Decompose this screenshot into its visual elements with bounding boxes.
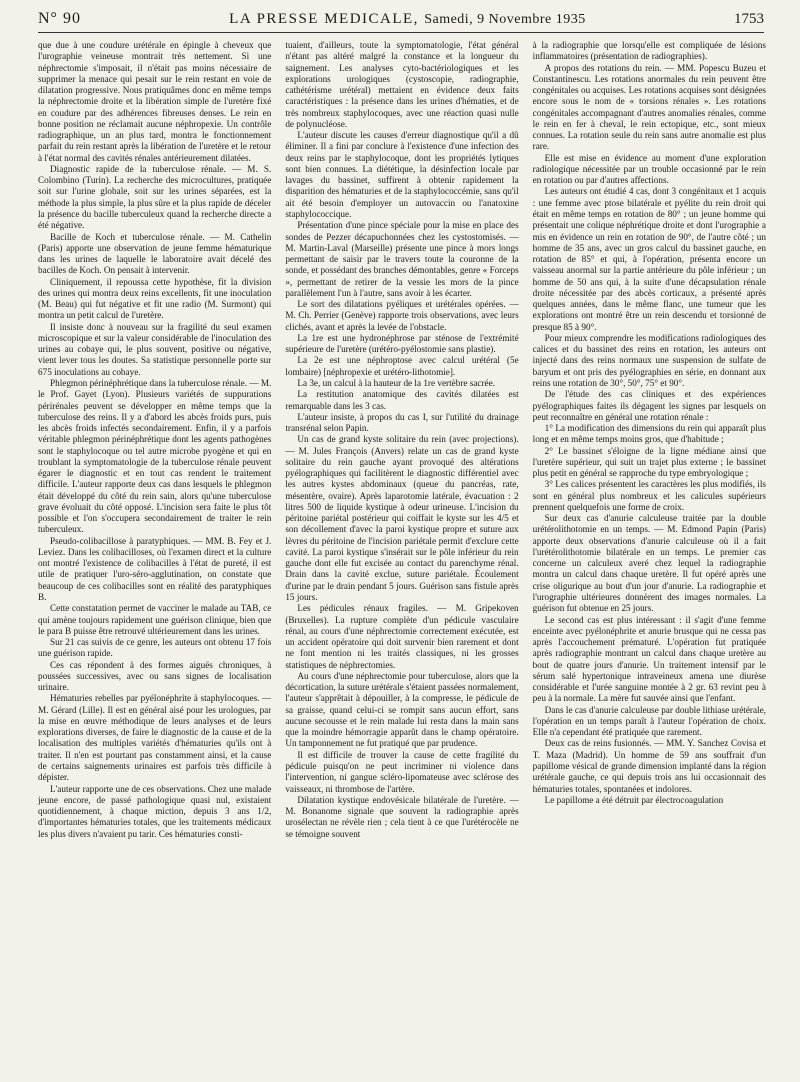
paragraph: Cette constatation permet de vacciner le malade au TAB, ce qui amène toujours rapidement une guérison clinique, bien que le para B puisse être retrouvé ultérieurement dans les urines. xyxy=(38,603,272,636)
paragraph: Présentation d'une pince spéciale pour la mise en place des sondes de Pezzer décapuchonnées chez les cystostomisés. — M. Martin-Laval (Marseille) présente une pince à mors longs permettant de saisir par le travers toute la couronne de la sonde, et possédant des branches démontables, genre « Forceps », permettant de retirer de la vessie les mors de la pince parallèlement l'un à l'autre, sans avoir à les écarter. xyxy=(285,220,519,298)
paragraph: L'auteur insiste, à propos du cas I, sur l'utilité du drainage transrénal selon Papin. xyxy=(285,411,519,434)
column-2 xyxy=(285,40,518,1070)
paragraph: Il insiste donc à nouveau sur la fragilité du seul examen microscopique et sur la valeur considérable de l'inoculation des urines au cobaye qui, le plus souvent, positive ou négative, vient lever tous les doutes. Sa statistique personnelle porte sur 675 inoculations au cobaye. xyxy=(38,321,272,377)
paragraph: Hématuries rebelles par pyélonéphrite à staphylocoques. — M. Gérard (Lille). Il est en général aisé pour les urologues, par la mise en œuvre méthodique de leurs analyses et de leurs explorations diverses, de faire le diagnostic de la cause et de la localisation des multiples variétés d'hématuries qu'ils ont à traiter. Il n'en est pourtant pas constamment ainsi, et la cause de certains saignements urinaires est parfois très difficile à dépister. xyxy=(38,693,272,783)
paragraph: Dilatation kystique endovésicale bilatérale de l'uretère. — M. Bonanome signale que souvent la radiographie après urosélectan ne révèle rien ; cela tient à ce que l'urétérocèle ne se témoigne souvent xyxy=(285,794,519,839)
paragraph: que due à une coudure urétérale en épingle à cheveux que l'urographie veineuse montrait très nettement. Si une néphrectomie s'imposait, il n'était pas moins nécessaire de supprimer la menace qui pesait sur le rein restant en voie de dilatation progressive. Nous pratiquâmes donc en même temps la néphrectomie droite et la libération simple de l'uretère fixé en coudure par des adhérences fibreuses denses. Le rein en bonne position ne réclamait aucune néphropexie. Un contrôle radiographique, un an plus tard, montra le fonctionnement parfait du rein restant après la libération de l'uretère et le retour à l'état normal des cavités rénales antérieurement dilatées. xyxy=(38,40,272,163)
paragraph: 1° La modification des dimensions du rein qui apparaît plus long et en même temps moins gros, que d'habitude ; xyxy=(532,423,766,445)
paragraph: Il est difficile de trouver la cause de cette fragilité du pédicule puisqu'on ne peut incriminer ni violence dans l'intervention, ni gangue scléro-lipomateuse avec sclérose des vaisseaux, ni thrombose de l'artère. xyxy=(285,749,519,794)
paragraph: Le sort des dilatations pyéliques et urétérales opérées. — M. Ch. Perrier (Genève) rapporte trois observations, avec leurs clichés, avant et après la levée de l'obstacle. xyxy=(285,299,519,332)
paragraph: Ces cas répondent à des formes aiguës chroniques, à poussées successives, avec ou sans signes de localisation urinaire. xyxy=(38,659,272,693)
paragraph: Sur 21 cas suivis de ce genre, les auteurs ont obtenu 17 fois une guérison rapide. xyxy=(38,637,272,659)
paragraph: 3° Les calices présentent les caractères les plus modifiés, ils sont en général plus nombreux et les calicules supérieurs prennent quelquefois une forme de croix. xyxy=(532,479,766,512)
paragraph: Un cas de grand kyste solitaire du rein (avec projections). — M. Jules François (Anvers) relate un cas de grand kyste solitaire du rein gauche ayant provoqué des altérations pyélographiques qui facilitèrent le diagnostic différentiel avec les autres kystes abdominaux (queue du pancréas, rate, mésentère, ovaire). Après laparotomie latérale, évacuation : 2 litres 500 de liquide kystique à odeur urineuse. L'incision du péritoine pariétal postérieur qui coiffait le kyste sur les 4/5 et son décollement d'avec la paroi kystique propre et suture aux lèvres du péritoine de l'incision pariétale permit d'exclure cette cavité. La paroi kystique s'insérait sur le pôle inférieur du rein gauche dont elle fut excisée au contact du parenchyme rénal. Drain dans la cavité exclue, suture pariétale. Écoulement d'urine par le drain pendant 5 jours. Guérison sans fistule après 15 jours. xyxy=(285,434,519,603)
issue-date: Samedi, 9 Novembre 1935 xyxy=(424,12,586,27)
paragraph: Pseudo-colibacillose à paratyphiques. — MM. B. Fey et J. Leviez. Dans les colibacilloses, où l'examen direct et la culture ont montré l'existence de colibacilles à l'état de pureté, il est utile de pratiquer l'uro-séro-agglutination, on constate que beaucoup de ces colibacilles sont en réalité des paratyphiques B. xyxy=(38,535,272,603)
paragraph: La 1re est une hydronéphrose par sténose de l'extrémité supérieure de l'uretère (urétéro-pyélostomie sans plastie). xyxy=(285,332,519,355)
paragraph: L'auteur rapporte une de ces observations. Chez une malade jeune encore, de passé pathologique quasi nul, existaient quotidiennement, à chaque miction, depuis 3 ans 1/2, d'importantes hématuries totales, que les traitements médicaux les plus divers n'avaient pu tarir. Ces hématuries consti- xyxy=(38,783,272,839)
paragraph: La restitution anatomique des cavités dilatées est remarquable dans les 3 cas. xyxy=(285,389,519,411)
paragraph: Sur deux cas d'anurie calculeuse traitée par la double urétérolithotomie en un temps. — M. Edmond Papin (Paris) apporte deux observations d'anurie calculeuse où il a fait l'urétérolithotomie bilatérale en un temps. Le premier cas concerne un calculeux averé chez lequel la radiographie montra un calcul dans chaque uretère. Il fut opéré après une crise oligurique au bout d'un jour d'anurie. La radiographie et l'urographie ultérieures donnèrent des images normales. La guérison fut obtenue en 25 jours. xyxy=(532,513,766,614)
article-columns xyxy=(38,40,766,1070)
paragraph: Le papillome a été détruit par électrocoagulation xyxy=(544,794,724,805)
paragraph: tuaient, d'ailleurs, toute la symptomatologie, l'état général n'étant pas altéré malgré la constance et la longueur du saignement. Les analyses cyto-bactériologiques et les explorations urologiques (cystoscopie, radiographie, cathétérisme urétéral) mettaient en évidence deux faits caractéristiques : la présence dans les urines d'hématies, et de très nombreux staphylocoques, avec une réaction quasi nulle de polynucléose. xyxy=(285,40,519,129)
paragraph: 2° Le bassinet s'éloigne de la ligne médiane ainsi que l'uretère supérieur, qui suit un trajet plus externe ; le bassinet plus petit en général se rapproche du type embryologique ; xyxy=(532,445,766,479)
column-3 xyxy=(533,40,766,1070)
paragraph: Pour mieux comprendre les modifications radiologiques des calices et du bassinet des reins en rotation, les auteurs ont injecté dans des reins normaux une suspension de sulfate de baryum et ont pris des pyélographies en série, en donnant aux reins une rotation de 30°, 50°, 75° et 90°. xyxy=(532,332,766,388)
column-1 xyxy=(38,40,271,1070)
paragraph: Deux cas de reins fusionnés. — MM. Y. Sanchez Covisa et T. Maza (Madrid). Un homme de 59 ans souffrait d'un papillome vésical de grande dimension implanté dans la région urétérale gauche, ce qui depuis trois ans lui occasionnait des hématuries totales, spontanées et indolores. xyxy=(532,738,766,794)
paragraph: Les auteurs ont étudié 4 cas, dont 3 congénitaux et 1 acquis : une femme avec ptose bilatérale et pyélite du rein droit qui était en même temps en rotation de 80° ; un jeune homme qui présentait une colique néphrétique droite et dont l'urographie a mis en évidence un rein en rotation de 90°, de l'autre côté ; un homme de 35 ans, avec un gros calcul du bassinet gauche, en rotation de 85° et qui, à l'opération, présenta encore un vaisseau anormal sur la partie antérieure du pôle inférieur ; un homme de 50 ans qui, à la suite d'une décapsulation rénale droite nécessitée par des abcès corticaux, a présenté après quelques années, dans le même flanc, une tumeur que les explorations ont montré être un rein descendu et torsionné de presque 85 à 90°. xyxy=(532,186,766,332)
paragraph: Phlegmon périnéphrétique dans la tuberculose rénale. — M. le Prof. Gayet (Lyon). Plusieurs variétés de suppurations périrénales peuvent se développer en même temps que la tuberculose des reins. Il y a d'abord les abcès froids purs, puis les abcès froids infectés secondairement. Enfin, il y a parfois véritable phlegmon périnéphrétique dont les agents pathogènes sont le staphylocoque ou tel autre microbe pyogène et qui en troublant la symptomatologie de la tuberculose rénale peuvent égarer le diagnostic et en tout cas rendent le traitement difficile. L'auteur rapporte deux cas dans lesquels le phlegmon était développé du côté du rein sain, alors qu'une tuberculose grave évoluait du côté opposé. L'incision sera faite le plus tôt possible et l'on s'occupera secondairement de traiter le rein tuberculeux. xyxy=(38,377,272,535)
paragraph: Le second cas est plus intéressant : il s'agit d'une femme enceinte avec pyélonéphrite et anurie brusque qui ne cessa pas après l'accouchement prématuré. L'opération fut pratiquée après radiographie montrant un calcul dans chaque uretère au bout de quatre jours d'anurie. Un traitement intensif par le sérum salé hypertonique intraveineux amena une diurèse considérable et l'urée sanguine montée à 2 gr. 63 revint peu à peu à la normale. La mère fut sauvée ainsi que l'enfant. xyxy=(532,614,766,704)
paragraph: La 2e est une néphroptose avec calcul urétéral (5e lombaire) [néphropexie et urétéro-lithotomie]. xyxy=(285,355,519,377)
paragraph: De l'étude des cas cliniques et des expériences pyélographiques faites ils dégagent les signes par lesquels on peut reconnaître en général une rotation rénale : xyxy=(532,389,766,422)
paragraph: Au cours d'une néphrectomie pour tuberculose, alors que la décortication, la suture urétérale s'étaient passées normalement, l'auteur s'apprêtait à dépouiller, à la compresse, le pédicule de sa graisse, quand celui-ci se rompit sans aucun effort, sans aucune secousse et le rein malade lui resta dans la main sans que la moindre hémorragie apparût dans le champ opératoire. Un tamponnement ne fut pratiqué que par prudence. xyxy=(285,670,519,749)
page-number: 1753 xyxy=(734,11,764,27)
issue-number: N° 90 xyxy=(38,10,81,27)
paragraph: à la radiographie que lorsqu'elle est compliquée de lésions inflammatoires (présentation de radiographies). xyxy=(532,40,766,62)
paragraph: L'auteur discute les causes d'erreur diagnostique qu'il a dû éliminer. Il a fini par conclure à l'existence d'une infection des deux reins par le staphylocoque, dont les propriétés lytiques sont bien connues. La diététique, la désinfection locale par lavages du bassinet, suffirent à obtenir rapidement la disparition des hématuries et de la staphylococcémie, sans qu'il ait été besoin d'employer un autovaccin ou l'anatoxine staphylococcique. xyxy=(285,130,519,219)
running-title xyxy=(229,11,586,28)
paragraph: Bacille de Koch et tuberculose rénale. — M. Cathelin (Paris) apporte une observation de jeune femme hématurique dans les urines de laquelle le laboratoire avait décelé des bacilles de Koch. On pensait à intervenir. xyxy=(38,231,272,276)
page-header xyxy=(38,10,764,33)
paragraph: Dans le cas d'anurie calculeuse par double lithiase urétérale, l'opération en un temps paraît à l'auteur l'opération de choix. Elle n'a cependant été pratiquée que rarement. xyxy=(532,704,766,738)
paragraph: A propos des rotations du rein. — MM. Popescu Buzeu et Constantinescu. Les rotations anormales du rein peuvent être congénitales ou acquises. Les rotations acquises sont désignées encore sous le nom de « torsions rénales ». Les rotations congénitales accompagnant d'autres anomalies rénales, comme le rein en fer à cheval, le rein ectopique, etc., sont mieux connues. La rotation seule du rein sans autre anomalie est plus rare. xyxy=(532,62,766,152)
paragraph: Diagnostic rapide de la tuberculose rénale. — M. S. Colombino (Turin). La recherche des microcultures, pratiquée soit sur l'urine globale, soit sur les urines séparées, est la méthode la plus simple, la plus sûre et la plus rapide de déceler la présence du bacille tuberculeux quand la recherche directe a été négative. xyxy=(38,163,272,231)
paragraph: Les pédicules rénaux fragiles. — M. Gripekoven (Bruxelles). La rupture complète d'un pédicule vasculaire rénal, au cours d'une néphrectomie correctement exécutée, est un accident opératoire qui doit survenir bien rarement et dont ne font mention ni les traités classiques, ni les grosses statistiques de néphrectomies. xyxy=(285,603,519,670)
paragraph: Elle est mise en évidence au moment d'une exploration radiologique nécessitée par un trouble occasionné par le rein en rotation ou par d'autres affections. xyxy=(532,152,766,186)
journal-name: LA PRESSE MEDICALE, xyxy=(229,11,419,27)
paragraph: Cliniquement, il repoussa cette hypothèse, fit la division des urines qui montra deux reins excellents, fit une inoculation (M. Beau) qui fut négative et fit une radio (M. Surmont) qui montra un petit calcul de l'uretère. xyxy=(38,276,272,321)
paragraph: La 3e, un calcul à la hauteur de la 1re vertèbre sacrée. xyxy=(297,377,495,388)
